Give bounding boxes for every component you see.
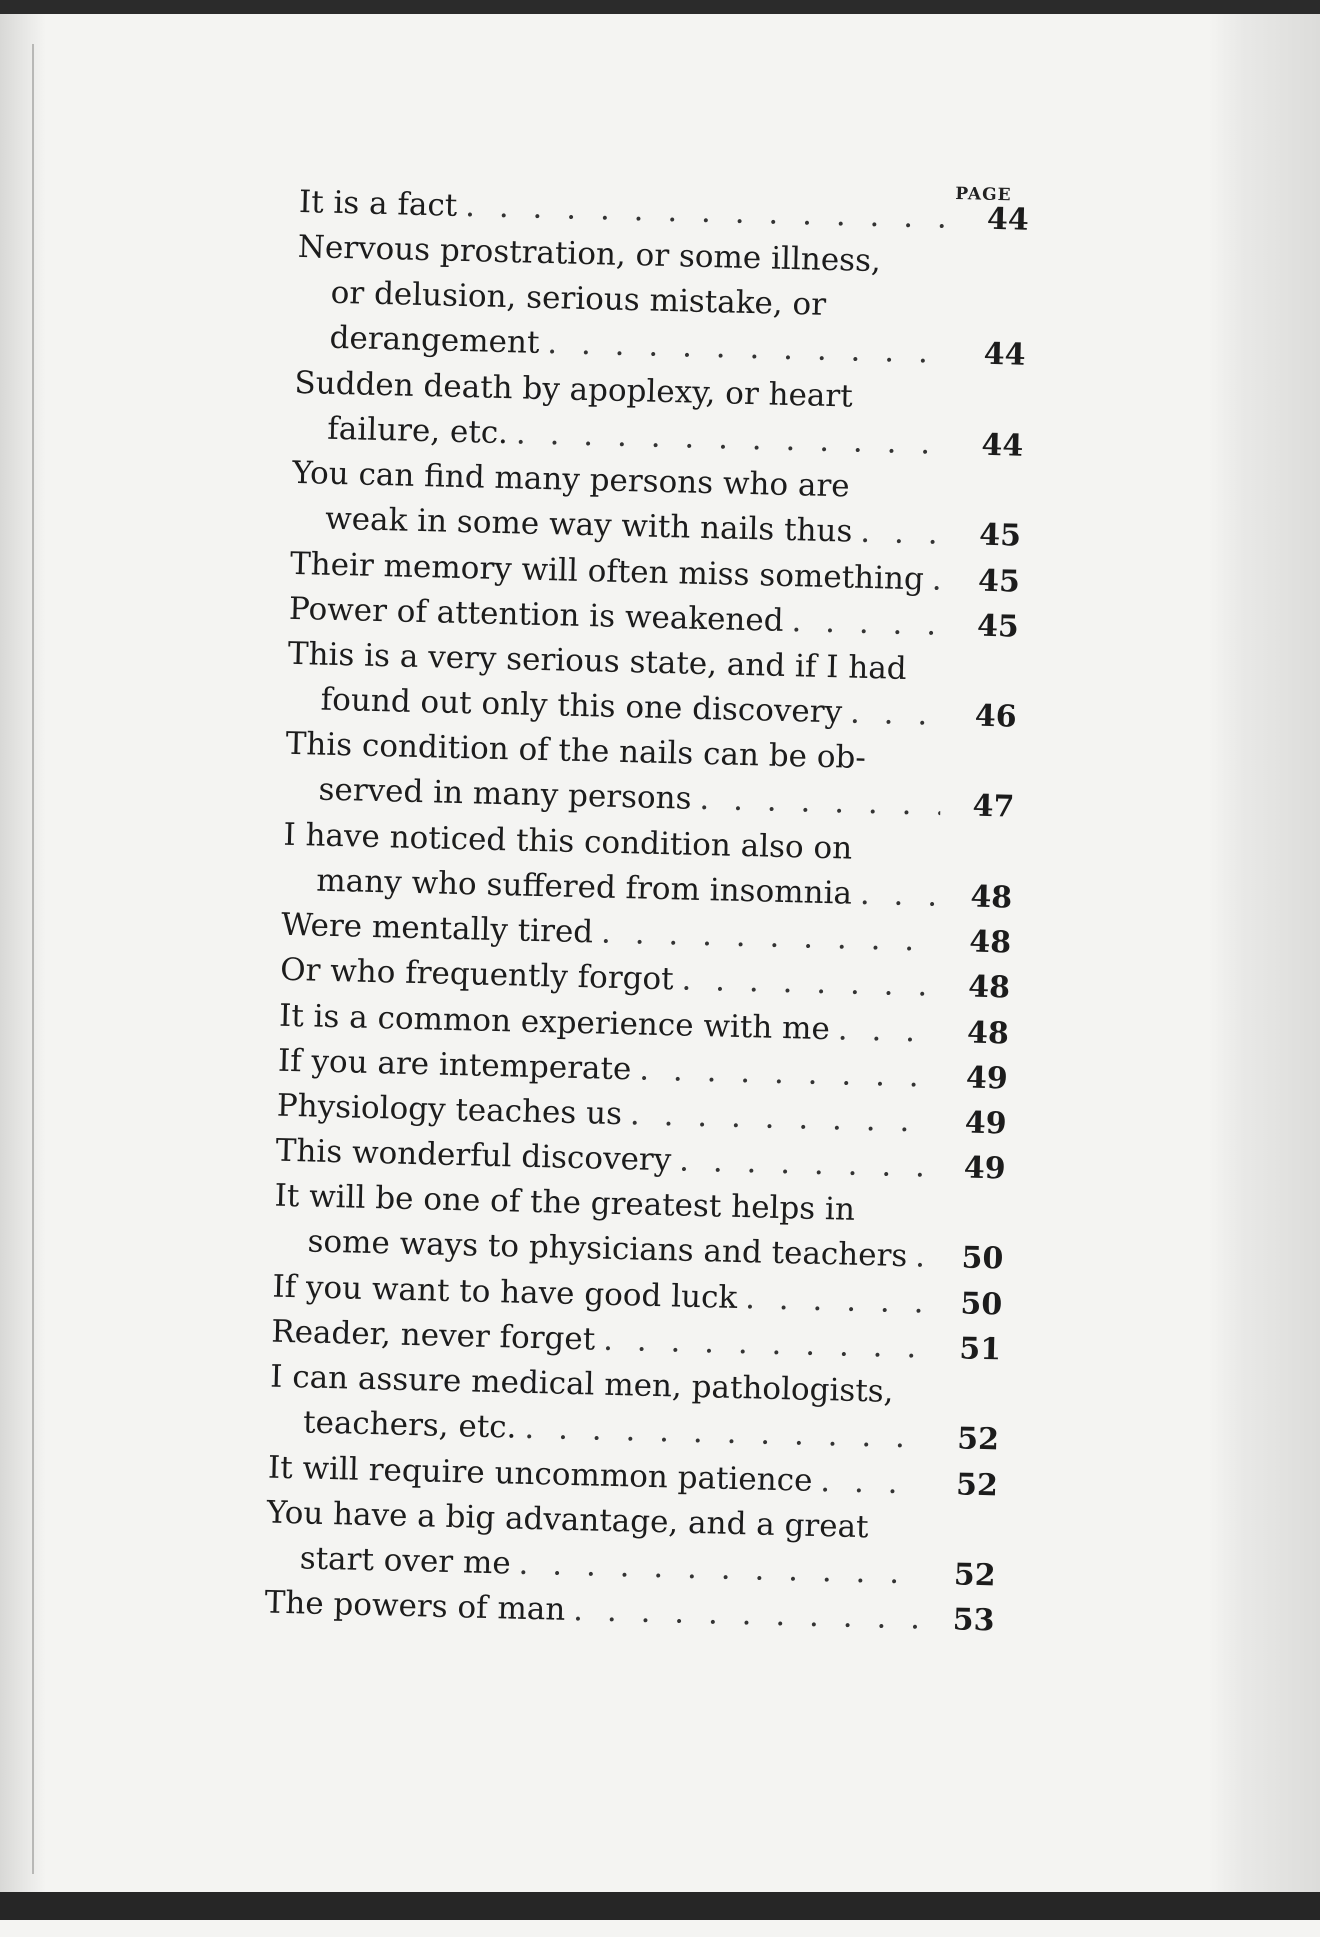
toc-entry-text: Physiology teaches us bbox=[276, 1087, 623, 1133]
toc-entry bbox=[265, 1490, 997, 1598]
toc-page-number: 50 bbox=[961, 1240, 1004, 1277]
dot-leader bbox=[679, 1139, 932, 1190]
dot-leader bbox=[639, 1047, 935, 1099]
toc-page-number: 52 bbox=[953, 1557, 997, 1594]
toc-entry-text: The powers of man bbox=[264, 1584, 566, 1629]
dot-leader bbox=[915, 1235, 930, 1280]
dot-leader bbox=[629, 1092, 933, 1144]
dot-leader bbox=[791, 599, 945, 648]
toc-entry bbox=[286, 632, 1018, 740]
toc-entry-text: some ways to physicians and teachers bbox=[307, 1223, 908, 1275]
toc-page-number: 49 bbox=[963, 1150, 1006, 1187]
toc-entry-text: failure, etc. bbox=[326, 410, 509, 451]
toc-entry-text: Or who frequently forgot bbox=[279, 952, 675, 998]
toc-page-number: 50 bbox=[960, 1286, 1003, 1323]
toc-entry-text: served in many persons bbox=[318, 771, 692, 818]
toc-entry-text: It will be one of the greatest helps in bbox=[274, 1178, 856, 1229]
dot-leader bbox=[745, 1276, 929, 1325]
toc-page-number: 48 bbox=[967, 969, 1011, 1006]
toc-entry-text: found out only this one discovery bbox=[320, 681, 843, 731]
toc-page-number: 48 bbox=[970, 879, 1013, 916]
dot-leader bbox=[601, 911, 938, 964]
dot-leader bbox=[860, 510, 948, 557]
toc-entry-text: You can find many persons who are bbox=[291, 455, 851, 505]
toc-entry bbox=[293, 361, 1025, 469]
dot-leader bbox=[681, 958, 936, 1009]
toc-entry bbox=[269, 1355, 1001, 1463]
dot-leader bbox=[699, 777, 941, 828]
toc-entry-text: many who suffered from insomnia bbox=[315, 862, 853, 912]
toc-entry-text: This condition of the nails can be ob- bbox=[285, 726, 867, 777]
toc-page-number: 45 bbox=[978, 517, 1022, 554]
toc-page-number: 48 bbox=[968, 924, 1012, 961]
toc-entry-text: or delusion, serious mistake, or bbox=[330, 274, 827, 324]
toc-entry-text: Nervous prostration, or some illness, bbox=[297, 229, 882, 280]
toc-page-number: 45 bbox=[977, 563, 1021, 600]
toc-entry bbox=[295, 225, 1028, 378]
toc-page-number: 44 bbox=[986, 201, 1030, 238]
toc-entry-text: This is a very serious state, and if I had bbox=[287, 635, 908, 687]
toc-entry-text: You have a big advantage, and a great bbox=[266, 1494, 869, 1546]
toc-entry-text: It is a common experience with me bbox=[278, 997, 831, 1047]
scan-bottom-border bbox=[0, 1892, 1320, 1920]
toc-page-number: 44 bbox=[981, 427, 1024, 464]
toc-page-number: 49 bbox=[964, 1105, 1008, 1142]
toc-entry-text: I can assure medical men, pathologists, bbox=[269, 1358, 894, 1411]
dot-leader bbox=[820, 1459, 925, 1507]
dot-leader bbox=[850, 691, 944, 738]
toc-page-number: 52 bbox=[955, 1466, 999, 1503]
toc-page-number: 49 bbox=[965, 1060, 1009, 1097]
dot-leader bbox=[603, 1318, 928, 1371]
page-column-header: PAGE bbox=[955, 183, 1012, 206]
toc-entry-text: It is a fact bbox=[298, 183, 458, 224]
toc-page-number: 51 bbox=[958, 1331, 1002, 1368]
toc-entry-text: Power of attention is weakened bbox=[288, 590, 785, 639]
toc-entry-text: If you want to have good luck bbox=[272, 1268, 738, 1316]
toc-page-number: 44 bbox=[983, 336, 1026, 373]
toc-page-number: 48 bbox=[966, 1015, 1010, 1052]
toc-entry bbox=[284, 722, 1016, 830]
toc-page-number: 46 bbox=[974, 698, 1018, 735]
toc-entry bbox=[273, 1174, 1005, 1282]
dot-leader bbox=[837, 1007, 935, 1054]
toc-entry-text: I have noticed this condition also on bbox=[283, 816, 853, 867]
toc-page-number: 47 bbox=[972, 788, 1015, 825]
toc-page-number: 53 bbox=[952, 1602, 995, 1639]
toc-entry-text: Their memory will often miss something bbox=[289, 545, 925, 597]
dot-leader bbox=[931, 557, 946, 602]
toc-entry-text: It will require uncommon patience bbox=[267, 1449, 813, 1499]
toc-entry-text: Reader, never forget bbox=[270, 1313, 596, 1358]
toc-entry-text: If you are intemperate bbox=[277, 1042, 632, 1088]
toc-entry-text: teachers, etc. bbox=[302, 1404, 517, 1446]
toc-entry-text: weak in some way with nails thus bbox=[324, 500, 853, 550]
dot-leader bbox=[859, 872, 938, 919]
toc-entry-text: derangement bbox=[329, 319, 540, 362]
toc-entry-text: This wonderful discovery bbox=[275, 1132, 672, 1179]
toc-entry bbox=[291, 451, 1023, 559]
toc-entry-text: Were mentally tired bbox=[280, 906, 594, 951]
toc-page-number: 52 bbox=[956, 1421, 1000, 1458]
toc-page-number: 45 bbox=[976, 608, 1020, 645]
toc-entry-text: start over me bbox=[299, 1540, 512, 1582]
dot-leader bbox=[573, 1588, 921, 1641]
toc-entry-text: Sudden death by apoplexy, or heart bbox=[294, 364, 854, 415]
toc-entry bbox=[282, 813, 1014, 921]
